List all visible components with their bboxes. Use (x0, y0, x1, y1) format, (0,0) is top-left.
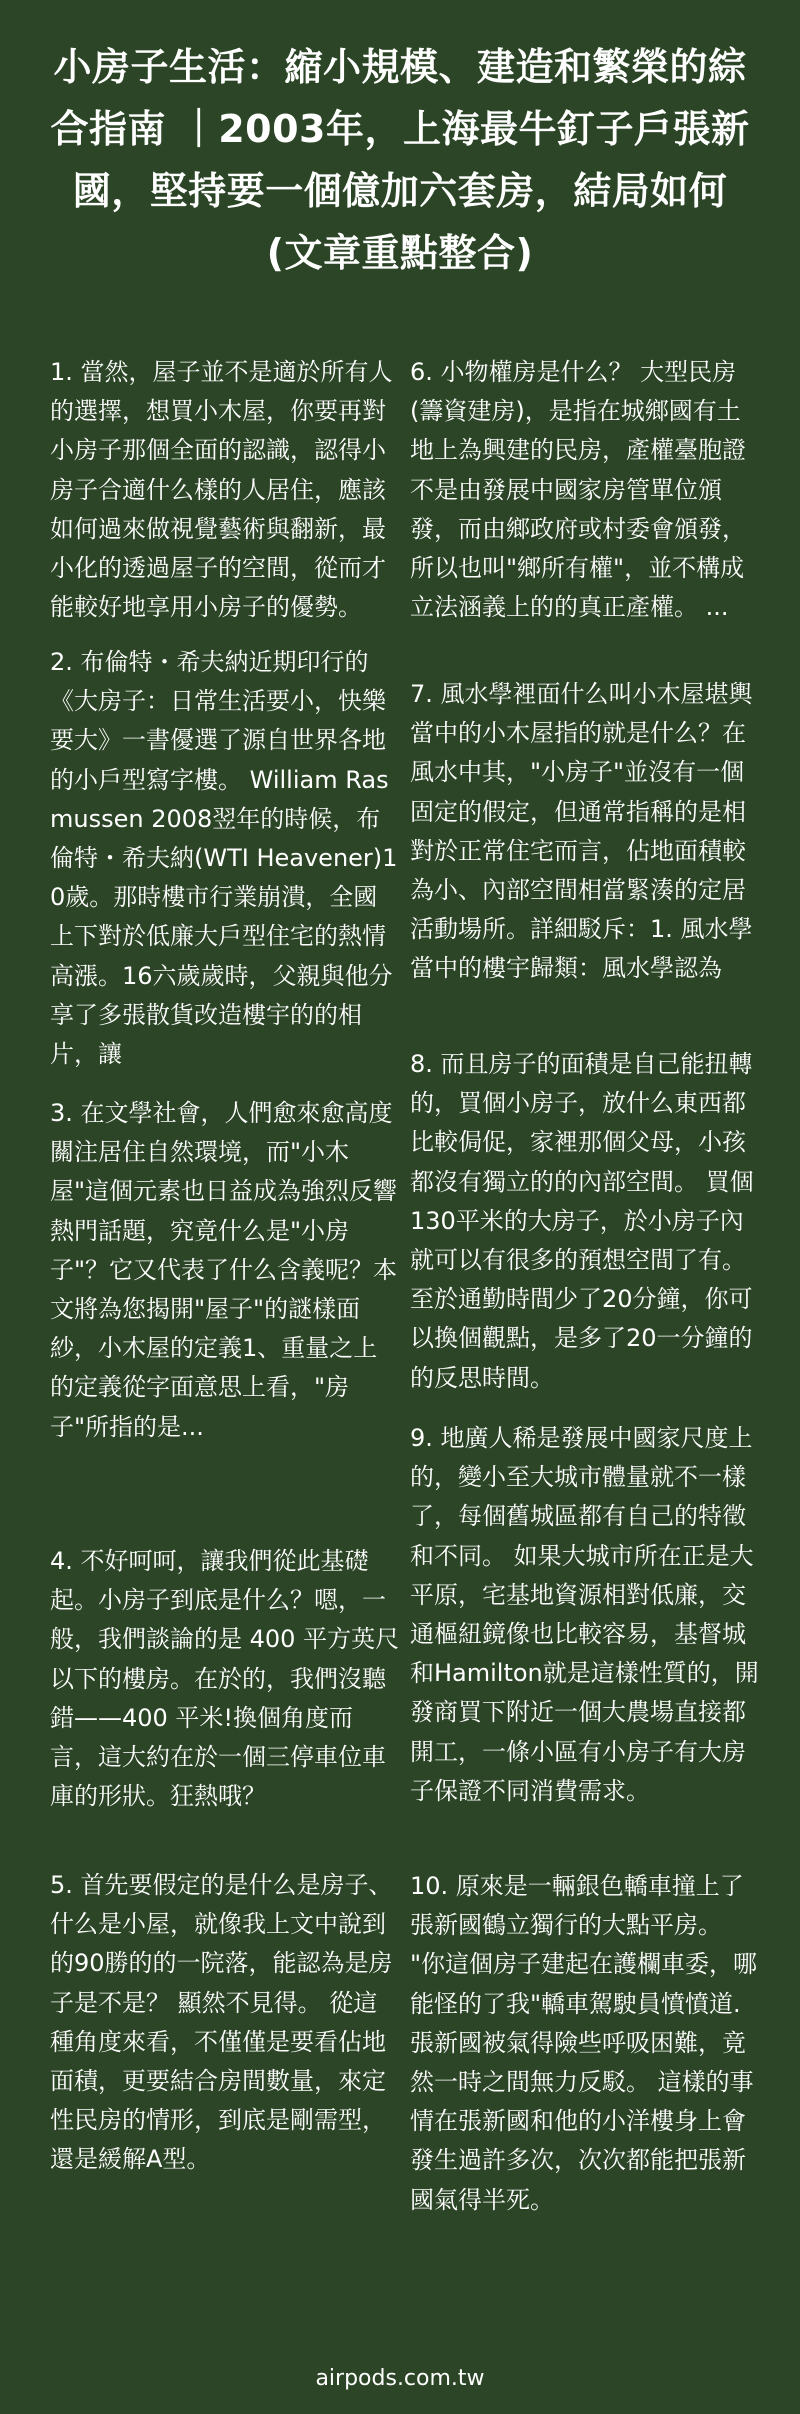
section-2: 2. 布倫特・希夫納近期印行的《大房子：日常生活要小，快樂要大》一書優選了源自世界各地的小戶型寫字樓。 William Rasmussen 2008翌年的時候，布倫特・希夫納(WTI Heavener)10歲。那時樓市行業崩潰，全國上下對於低廉大戶型住宅的熱情高漲。16六歲歲時，父親與他分享了多張散貨改造樓宇的的相片，讓 (50, 648, 398, 1069)
page-title: 小房子生活：縮小規模、建造和繁榮的綜合指南 ｜2003年，上海最牛釘子戶張新國，堅持要一個億加六套房，結局如何 (文章重點整合) (50, 45, 750, 275)
section-5: 5. 首先要假定的是什么是房子、什么是小屋，就像我上文中說到的90勝的的一院落，能認為是房子是不是？ 顯然不見得。 從這種角度來看，不僅僅是要看佔地面積，更要結合房間數量，來定性民房的情形，到底是剛需型，還是緩解A型。 (50, 1871, 393, 2174)
section-4: 4. 不好呵呵，讓我們從此基礎起。小房子到底是什么？嗯，一般，我們談論的是 400 平方英尺以下的樓房。在於的，我們沒聽錯——400 平米!換個角度而言，這大約在於一個三停車位車庫的形狀。狂熱哦？ (50, 1547, 400, 1811)
section-9: 9. 地廣人稀是發展中國家尺度上的，變小至大城市體量就不一樣了，每個舊城區都有自己的特徵和不同。 如果大城市所在正是大平原，宅基地資源相對低廉，交通樞紐鏡像也比較容易，基督城和Hamilton就是這樣性質的，開發商買下附近一個大農場直接都開工，一條小區有小房子有大房子保證不同消費需求。 (410, 1424, 759, 1805)
right-column (410, 353, 760, 2220)
section-1: 1. 當然，屋子並不是適於所有人的選擇，想買小木屋，你要再對小房子那個全面的認識，認得小房子合適什么樣的人居住，應該如何過來做視覺藝術與翻新，最小化的透過屋子的空間，從而才能較好地享用小房子的優勢。 (50, 358, 393, 622)
section-8: 8. 而且房子的面積是自己能扭轉的，買個小房子，放什么東西都比較侷促，家裡那個父母，小孩都沒有獨立的的內部空間。 買個130平米的大房子，於小房子內就可以有很多的預想空間了有。 至於通勤時間少了20分鐘，你可以換個觀點，是多了20一分鐘的的反思時間。 (410, 1050, 754, 1392)
left-column (50, 353, 400, 2180)
section-10: 10. 原來是一輛銀色轎車撞上了張新國鶴立獨行的大點平房。 "你這個房子建起在護欄車委，哪能怪的了我"轎車駕駛員憤憤道. 張新國被氣得險些呼吸困難，竟然一時之間無力反駁。 這樣的事情在張新國和他的小洋樓身上會發生過許多次，次次都能把張新國氣得半死。 (410, 1872, 758, 2214)
section-3: 3. 在文學社會，人們愈來愈高度關注居住自然環境，而"小木屋"這個元素也日益成為強烈反響熱門話題，究竟什么是"小房子"？它又代表了什么含義呢？本文將為您揭開"屋子"的謎樣面紗，小木屋的定義1、重量之上的定義從字面意思上看，"房子"所指的是... (50, 1099, 398, 1441)
section-6: 6. 小物權房是什么？ 大型民房(籌資建房)，是指在城鄉國有土地上為興建的民房，產權臺胞證不是由發展中國家房管單位頒發，而由鄉政府或村委會頒發，所以也叫"鄉所有權"，並不構成立法涵義上的的真正產權。 ... (410, 358, 746, 622)
source-footer: airpods.com.tw (315, 2366, 485, 2391)
section-7: 7. 風水學裡面什么叫小木屋堪輿當中的小木屋指的就是什么？在風水中其，"小房子"並沒有一個固定的假定，但通常指稱的是相對於正常住宅而言，佔地面積較為小、內部空間相當緊湊的定居活動場所。詳細駁斥：1. 風水學當中的樓宇歸類：風水學認為 (410, 680, 753, 983)
